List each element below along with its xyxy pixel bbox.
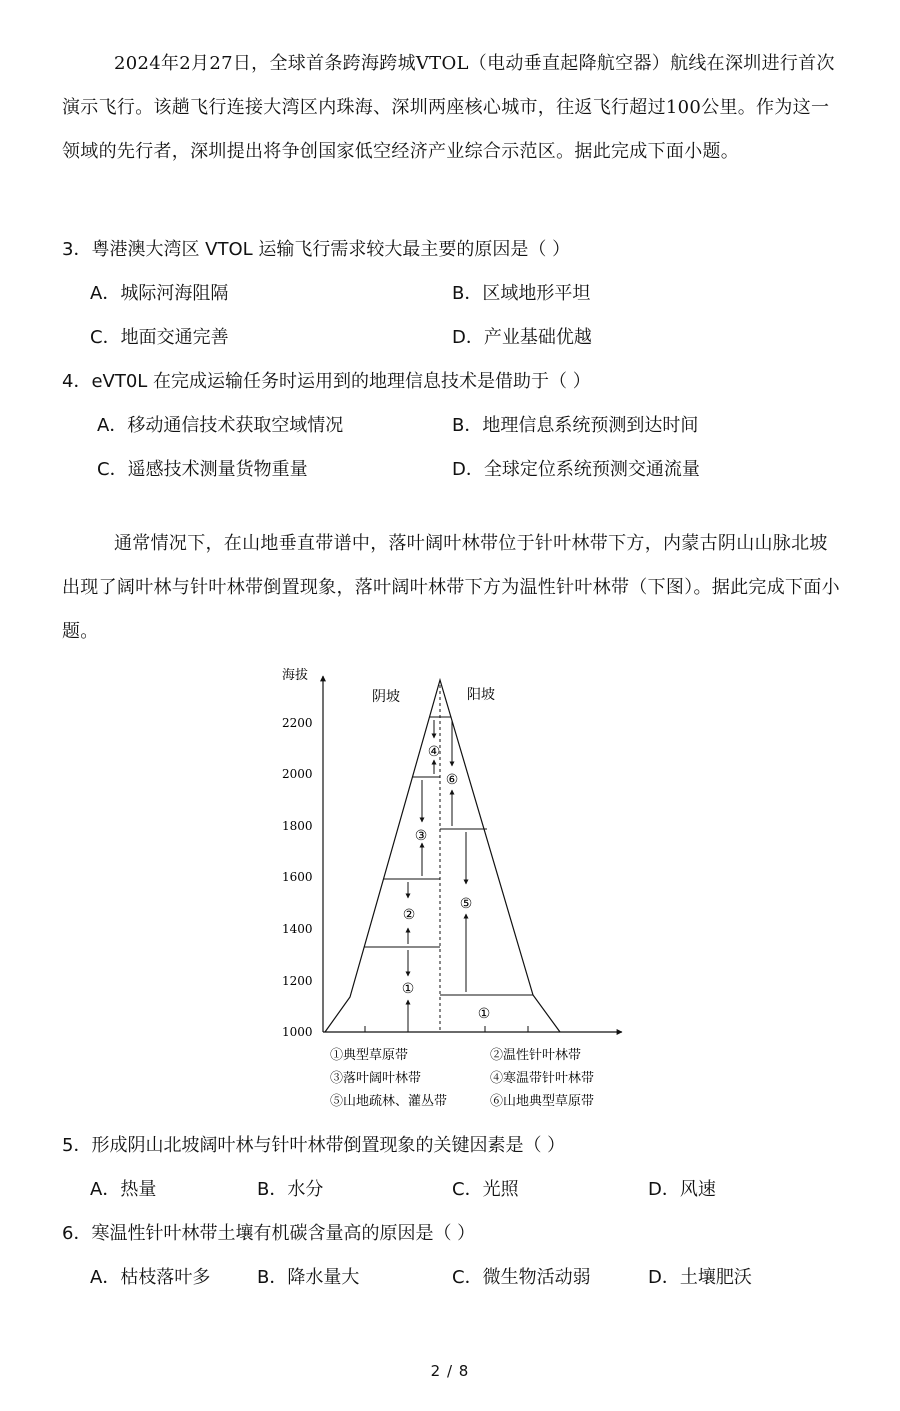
zone-numbers bbox=[402, 744, 491, 1022]
question-5-stem: 5．形成阴山北坡阔叶林与针叶林带倒置现象的关键因素是（ ） bbox=[62, 1135, 566, 1156]
y-tick-1600: 1600 bbox=[282, 870, 313, 884]
passage-vtol: 2024年2月27日，全球首条跨海跨城VTOL（电动垂直起降航空器）航线在深圳进行首次演示飞行。该趟飞行连接大湾区内珠海、深圳两座核心城市，往返飞行超过100公里。作为这一领域的先行者，深圳提出将争创国家低空经济产业综合示范区。据此完成下面小题。 bbox=[62, 53, 835, 162]
zone-mark-2: ② bbox=[402, 907, 416, 923]
legend-item-3: ③落叶阔叶林带 bbox=[330, 1071, 422, 1086]
legend-item-2: ②温性针叶林带 bbox=[490, 1048, 582, 1063]
question-4-option-c[interactable]: C．遥感技术测量货物重量 bbox=[97, 459, 308, 480]
y-tick-2000: 2000 bbox=[282, 767, 313, 781]
sunny-slope-label: 阳坡 bbox=[467, 687, 495, 703]
page-number: 2 / 8 bbox=[430, 1362, 470, 1380]
zone-mark-1-shady: ① bbox=[401, 981, 415, 997]
question-5-option-d[interactable]: D．风速 bbox=[648, 1179, 716, 1200]
question-3-option-a[interactable]: A．城际河海阻隔 bbox=[90, 283, 229, 304]
question-6-stem: 6．寒温性针叶林带土壤有机碳含量高的原因是（ ） bbox=[62, 1223, 476, 1244]
question-3-stem: 3．粤港澳大湾区 VTOL 运输飞行需求较大最主要的原因是（ ） bbox=[62, 239, 571, 260]
diagram-legend bbox=[330, 1047, 594, 1109]
zone-mark-6: ⑥ bbox=[445, 772, 459, 788]
zone-mark-4: ④ bbox=[427, 744, 441, 760]
y-tick-1800: 1800 bbox=[282, 819, 313, 833]
question-6-option-a[interactable]: A．枯枝落叶多 bbox=[90, 1267, 211, 1288]
zone-mark-5: ⑤ bbox=[459, 896, 473, 912]
legend-item-5: ⑤山地疏林、灌丛带 bbox=[330, 1094, 448, 1109]
y-tick-1400: 1400 bbox=[282, 922, 313, 936]
question-4-option-d[interactable]: D．全球定位系统预测交通流量 bbox=[452, 459, 700, 480]
question-6-option-d[interactable]: D．土壤肥沃 bbox=[648, 1267, 752, 1288]
question-5-option-b[interactable]: B．水分 bbox=[257, 1179, 324, 1200]
question-4-stem: 4．eVT0L 在完成运输任务时运用到的地理信息技术是借助于（ ） bbox=[62, 371, 591, 392]
question-5-option-a[interactable]: A．热量 bbox=[90, 1179, 157, 1200]
x-axis bbox=[323, 1026, 622, 1032]
legend-item-6: ⑥山地典型草原带 bbox=[490, 1094, 595, 1109]
vertical-zonation-diagram bbox=[270, 660, 630, 1115]
y-axis bbox=[282, 667, 323, 1039]
question-6-option-b[interactable]: B．降水量大 bbox=[257, 1267, 360, 1288]
passage-yinshan: 通常情况下，在山地垂直带谱中，落叶阔叶林带位于针叶林带下方，内蒙古阴山山脉北坡出现了阔叶林与针叶林带倒置现象，落叶阔叶林带下方为温性针叶林带（下图）。据此完成下面小题。 bbox=[62, 533, 840, 642]
legend-item-1: ①典型草原带 bbox=[330, 1048, 409, 1063]
mountain-profile bbox=[325, 680, 560, 1032]
question-4-option-b[interactable]: B．地理信息系统预测到达时间 bbox=[452, 415, 699, 436]
question-3-option-c[interactable]: C．地面交通完善 bbox=[90, 327, 229, 348]
y-axis-label: 海拔 bbox=[282, 668, 309, 683]
question-3-option-d[interactable]: D．产业基础优越 bbox=[452, 327, 592, 348]
zone-mark-1-sunny: ① bbox=[477, 1006, 491, 1022]
y-tick-1000: 1000 bbox=[282, 1025, 313, 1039]
question-3-option-b[interactable]: B．区域地形平坦 bbox=[452, 283, 591, 304]
zone-mark-3: ③ bbox=[414, 828, 428, 844]
y-tick-1200: 1200 bbox=[282, 974, 313, 988]
zone-arrows bbox=[408, 720, 466, 1030]
y-tick-2200: 2200 bbox=[282, 716, 313, 730]
shady-slope-label: 阴坡 bbox=[372, 689, 400, 705]
legend-item-4: ④寒温带针叶林带 bbox=[490, 1071, 595, 1086]
question-5-option-c[interactable]: C．光照 bbox=[452, 1179, 519, 1200]
question-6-option-c[interactable]: C．微生物活动弱 bbox=[452, 1267, 591, 1288]
question-4-option-a[interactable]: A．移动通信技术获取空域情况 bbox=[97, 415, 344, 436]
